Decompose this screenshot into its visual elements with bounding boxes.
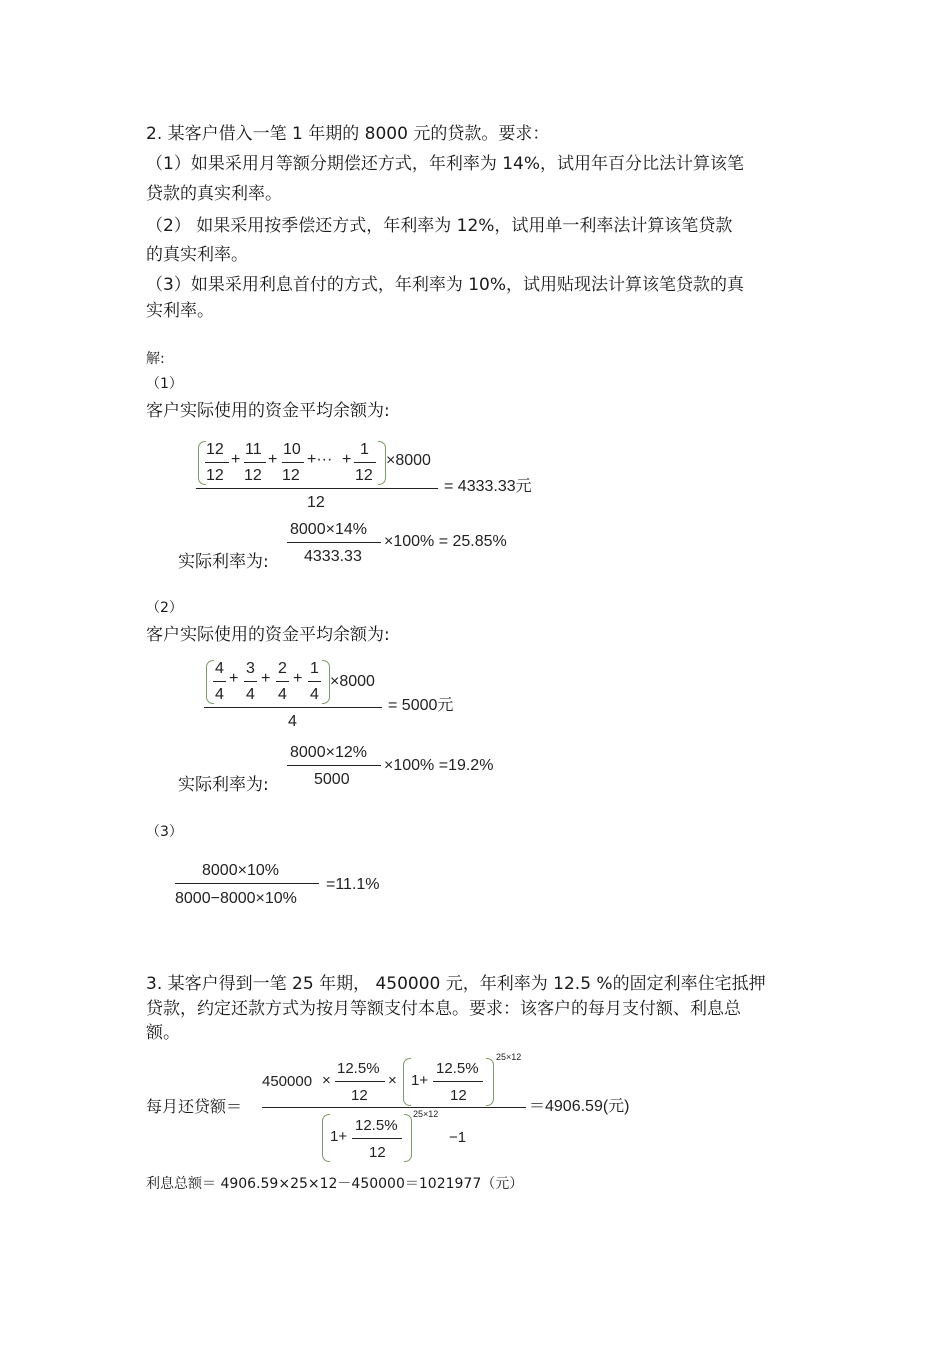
frac-bar — [433, 1081, 483, 1082]
frac-num: 1 — [310, 660, 319, 677]
frac-den: 4 — [246, 686, 255, 703]
frac-num: 11 — [245, 441, 262, 458]
rate-result: ×100% =19.2% — [384, 757, 494, 774]
plus-sign: + — [261, 670, 271, 687]
rate-denominator: 4333.33 — [304, 548, 362, 565]
frac-bar — [244, 681, 257, 682]
right-paren — [486, 1058, 494, 1106]
q3-line2: 贷款，约定还款方式为按月等额支付本息。要求：该客户的每月支付额、利息总 — [146, 999, 741, 1019]
frac-bar — [287, 765, 381, 766]
main-fraction-bar — [196, 488, 438, 489]
solution-heading: 解: — [146, 351, 165, 367]
q2-item1-line2: 贷款的真实利率。 — [146, 184, 282, 204]
part2-label: （2） — [146, 600, 183, 616]
frac-den: 12 — [355, 467, 373, 484]
times-8000: ×8000 — [386, 452, 431, 469]
q2-item2-line1: （2） 如果采用按季偿还方式，年利率为 12%，试用单一利率法计算该笔贷款 — [146, 216, 733, 236]
rate-frac-numerator: 12.5% — [337, 1060, 380, 1077]
rate-frac-denominator: 12 — [369, 1144, 386, 1161]
times-8000: ×8000 — [330, 673, 375, 690]
part2-rate-label: 实际利率为: — [178, 775, 269, 795]
frac-bar — [308, 681, 321, 682]
q3-interest-line: 利息总额＝ 4906.59×25×12－450000＝1021977（元） — [146, 1176, 524, 1192]
frac-den: 4 — [278, 686, 287, 703]
right-paren — [404, 1114, 412, 1162]
divisor: 4 — [288, 713, 297, 730]
part2-avg-balance-label: 客户实际使用的资金平均余额为: — [146, 625, 390, 645]
principal: 450000 — [262, 1073, 313, 1090]
frac-den: 12 — [206, 467, 224, 484]
q3-line3: 额。 — [146, 1023, 180, 1043]
rate-frac-numerator: 12.5% — [355, 1117, 398, 1134]
rate-denominator: 5000 — [314, 771, 350, 788]
q2-item3-line2: 实利率。 — [146, 301, 214, 321]
rate-result: ×100% = 25.85% — [384, 533, 507, 550]
main-fraction-bar — [204, 707, 382, 708]
frac-bar — [352, 1138, 402, 1139]
right-paren — [378, 441, 386, 485]
main-fraction-bar — [262, 1107, 526, 1108]
q2-title: 2. 某客户借入一笔 1 年期的 8000 元的贷款。要求： — [146, 124, 550, 144]
frac-den: 4 — [215, 686, 224, 703]
frac-bar — [287, 542, 381, 543]
q3-line1: 3. 某客户得到一笔 25 年期， 450000 元，年利率为 12.5 %的固定利率住宅抵押 — [146, 974, 766, 994]
rate-numerator: 8000×14% — [290, 521, 367, 538]
monthly-result: ＝4906.59(元) — [529, 1098, 630, 1115]
frac-num: 12 — [206, 441, 224, 458]
exponent: 25×12 — [413, 1109, 439, 1119]
frac-num: 4 — [215, 660, 224, 677]
plus-ellipsis: +··· — [307, 451, 333, 468]
frac-num: 3 — [246, 660, 255, 677]
avg-result: = 4333.33元 — [444, 478, 532, 495]
part1-avg-balance-label: 客户实际使用的资金平均余额为: — [146, 401, 390, 421]
part3-denominator: 8000−8000×10% — [175, 890, 297, 907]
rate-frac-numerator: 12.5% — [436, 1060, 479, 1077]
frac-bar — [205, 462, 229, 463]
frac-bar — [213, 681, 226, 682]
frac-bar — [335, 1081, 385, 1082]
plus-sign: + — [231, 451, 241, 468]
left-paren — [403, 1058, 411, 1106]
part1-label: （1） — [146, 376, 183, 392]
minus-one: −1 — [449, 1129, 467, 1146]
part3-result: =11.1% — [326, 876, 380, 893]
exponent: 25×12 — [496, 1052, 522, 1062]
divisor: 12 — [307, 494, 325, 511]
part3-label: （3） — [146, 824, 183, 840]
rate-frac-denominator: 12 — [351, 1087, 368, 1104]
plus-sign: + — [268, 451, 278, 468]
frac-num: 2 — [278, 660, 287, 677]
plus-sign: + — [229, 670, 239, 687]
times-sign: × — [322, 1072, 331, 1089]
part1-rate-label: 实际利率为: — [178, 552, 269, 572]
q2-item1-line1: （1）如果采用月等额分期偿还方式，年利率为 14%，试用年百分比法计算该笔 — [146, 154, 745, 174]
right-paren — [322, 660, 330, 704]
monthly-label: 每月还贷额＝ — [146, 1097, 243, 1116]
part3-numerator: 8000×10% — [202, 862, 279, 879]
frac-num: 1 — [360, 441, 369, 458]
left-paren — [198, 441, 206, 485]
one-plus: 1+ — [330, 1128, 348, 1145]
frac-bar — [282, 462, 304, 463]
frac-bar — [175, 883, 319, 884]
frac-den: 12 — [282, 467, 300, 484]
frac-den: 12 — [244, 467, 262, 484]
left-paren — [322, 1114, 330, 1162]
frac-bar — [354, 462, 376, 463]
plus-sign: + — [293, 670, 303, 687]
times-sign: × — [388, 1072, 397, 1089]
frac-bar — [276, 681, 289, 682]
frac-num: 10 — [283, 441, 301, 458]
left-paren — [206, 660, 214, 704]
plus-sign: + — [342, 451, 352, 468]
frac-bar — [244, 462, 266, 463]
q2-item2-line2: 的真实利率。 — [146, 245, 248, 265]
avg-result: = 5000元 — [388, 697, 454, 714]
rate-frac-denominator: 12 — [450, 1087, 467, 1104]
q2-item3-line1: （3）如果采用利息首付的方式，年利率为 10%，试用贴现法计算该笔贷款的真 — [146, 275, 745, 295]
rate-numerator: 8000×12% — [290, 744, 367, 761]
frac-den: 4 — [310, 686, 319, 703]
one-plus: 1+ — [411, 1072, 429, 1089]
